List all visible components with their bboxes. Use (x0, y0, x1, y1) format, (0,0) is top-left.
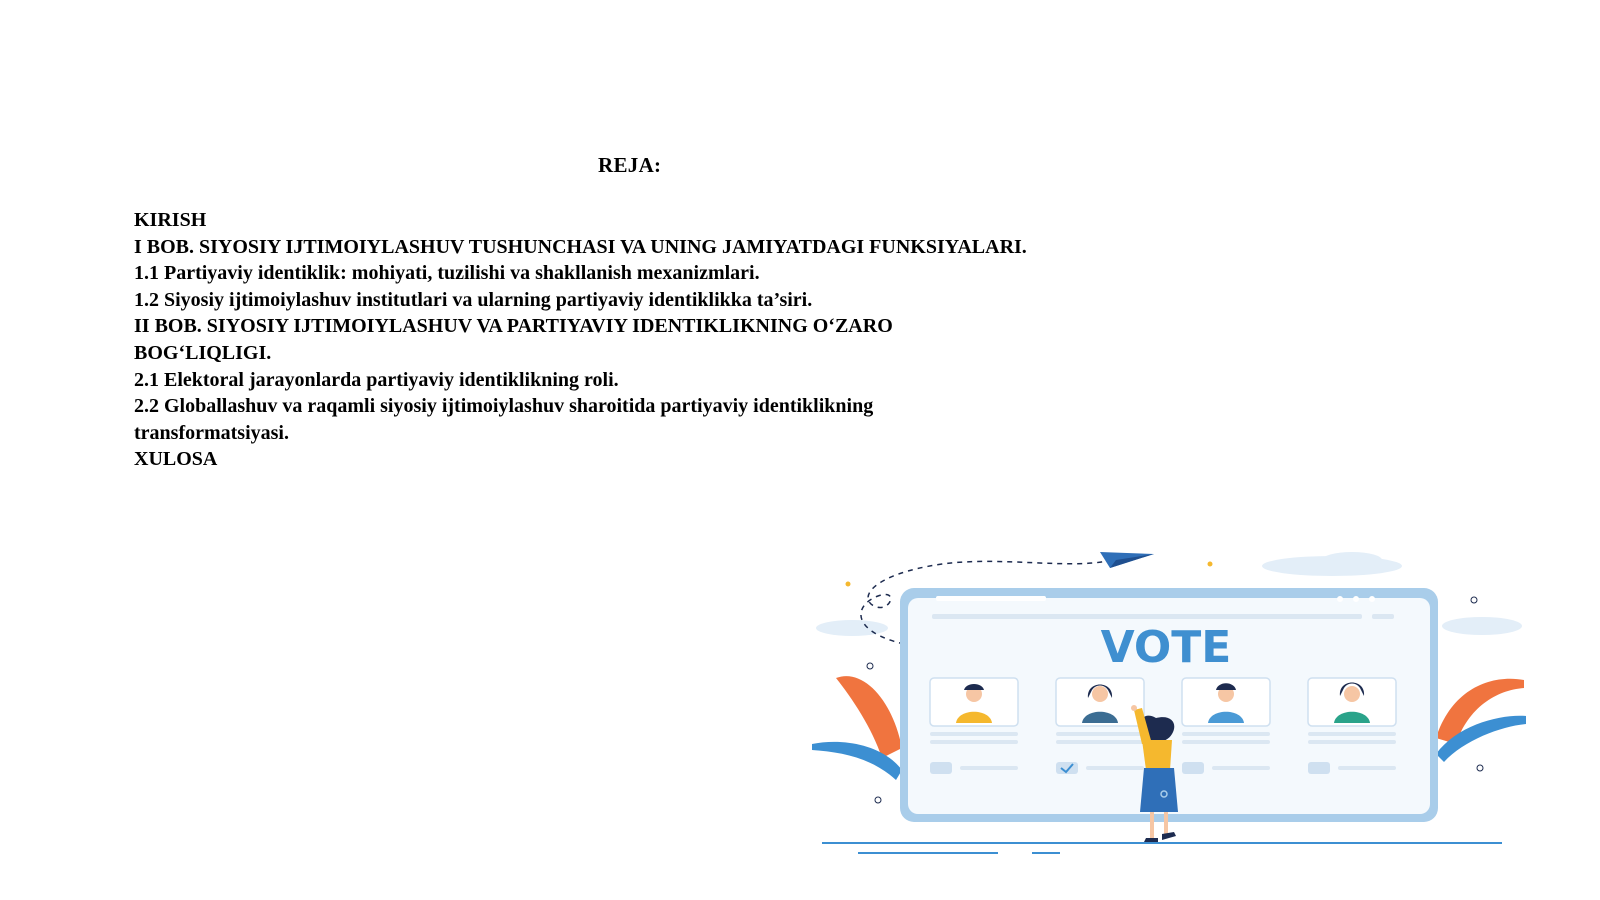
vote-illustration (812, 548, 1552, 878)
outline-line: 1.1 Partiyaviy identiklik: mohiyati, tuzilishi va shakllanish mexanizmlari. (134, 262, 760, 285)
outline-line: 2.1 Elektoral jarayonlarda partiyaviy identiklikning roli. (134, 368, 619, 391)
slide-title: REJA: (598, 153, 662, 177)
outline-line: KIRISH (134, 209, 207, 231)
leaf-decoration-right (1436, 679, 1526, 762)
outline-line: I BOB. SIYOSIY IJTIMOIYLASHUV TUSHUNCHASI VA UNING JAMIYATDAGI FUNKSIYALARI. (134, 235, 1027, 258)
outline-line: 2.2 Globallashuv va raqamli siyosiy ijtimoiylashuv sharoitida partiyaviy identiklikning (134, 395, 874, 418)
checkbox-icon (1056, 762, 1078, 774)
paper-plane-icon (1100, 552, 1154, 568)
leaf-decoration-left (812, 676, 902, 780)
vote-heading: VOTE (1100, 622, 1232, 673)
outline-list (134, 207, 1134, 473)
outline-line: 1.2 Siyosiy ijtimoiylashuv institutlari va ularning partiyaviy identiklikka ta’siri. (134, 288, 813, 311)
outline-line: XULOSA (134, 448, 218, 471)
outline-line: II BOB. SIYOSIY IJTIMOIYLASHUV VA PARTIYAVIY IDENTIKLIKNING O‘ZARO (134, 315, 893, 338)
outline-line: BOG‘LIQLIGI. (134, 341, 272, 364)
outline-line: transformatsiyasi. (134, 421, 289, 444)
ground-line (822, 842, 1502, 854)
